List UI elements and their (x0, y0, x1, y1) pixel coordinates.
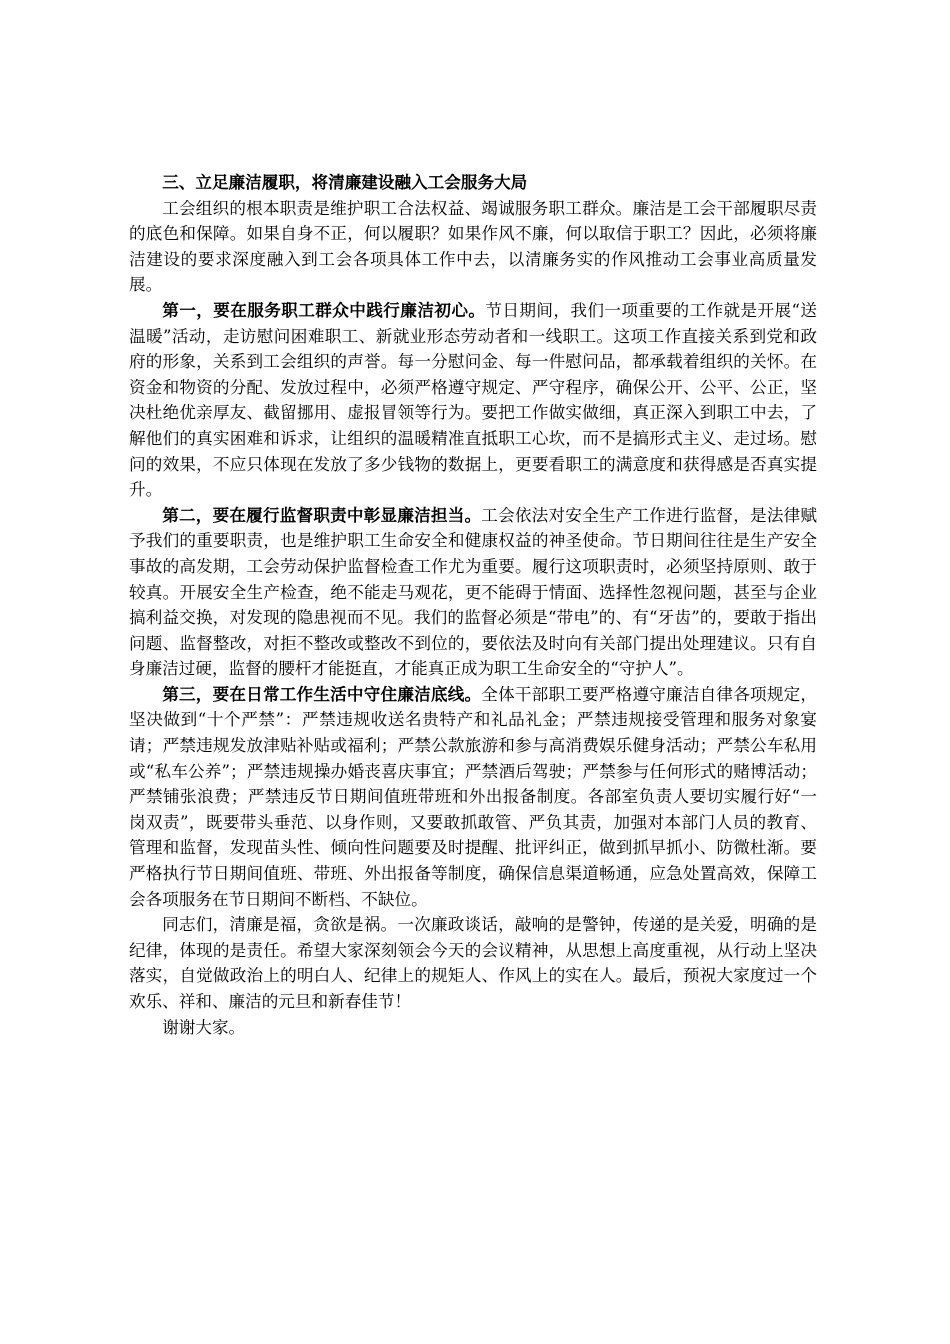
paragraph-text: 同志们，清廉是福，贪欲是祸。一次廉政谈话，敲响的是警钟，传递的是关爱，明确的是纪律，体现的是责任。希望大家深刻领会今天的会议精神，从思想上高度重视，从行动上坚决落实，自觉做政治上的明白人、纪律上的规矩人、作风上的实在人。最后，预祝大家度过一个欢乐、祥和、廉洁的元旦和新春佳节！ (129, 915, 817, 1011)
paragraph-text: 全体干部职工要严格遵守廉洁自律各项规定，坚决做到“十个严禁”：严禁违规收送名贵特产和礼品礼金；严禁违规接受管理和服务对象宴请；严禁违规发放津贴补贴或福利；严禁公款旅游和参与高消费娱乐健身活动；严禁公车私用或“私车公养”；严禁违规操办婚丧喜庆事宜；严禁酒后驾驶；严禁参与任何形式的赌博活动；严禁铺张浪费；严禁违反节日期间值班带班和外出报备制度。各部室负责人要切实履行好“一岗双责”，既要带头垂范、以身作则，又要敢抓敢管、严负其责，加强对本部门人员的教育、管理和监督，发现苗头性、倾向性问题要及时提醒、批评纠正，做到抓早抓小、防微杜渐。要严格执行节日期间值班、带班、外出报备等制度，确保信息渠道畅通，应急处置高效，保障工会各项服务在节日期间不断档、不缺位。 (129, 684, 817, 909)
section-heading: 三、立足廉洁履职，将清廉建设融入工会服务大局 (162, 172, 528, 192)
paragraph-text: 节日期间，我们一项重要的工作就是开展“送温暖”活动，走访慰问困难职工、新就业形态劳动者和一线职工。这项工作直接关系到党和政府的形象，关系到工会组织的声誉。每一分慰问金、每一件慰问品，都承载着组织的关怀。在资金和物资的分配、发放过程中，必须严格遵守规定、严守程序，确保公开、公平、公正，坚决杜绝优亲厚友、截留挪用、虚报冒领等行为。要把工作做实做细，真正深入到职工中去，了解他们的真实困难和诉求，让组织的温暖精准直抵职工心坎，而不是搞形式主义、走过场。慰问的效果，不应只体现在发放了多少钱物的数据上，更要看职工的满意度和获得感是否真实提升。 (129, 300, 818, 500)
paragraph-intro (129, 196, 817, 298)
paragraph-text: 工会依法对安全生产工作进行监督，是法律赋予我们的重要职责，也是维护职工生命安全和健康权益的神圣使命。节日期间往往是生产安全事故的高发期，工会劳动保护监督检查工作尤为重要。履行这项职责时，必须坚持原则、敢于较真。开展安全生产检查，绝不能走马观花，更不能碍于情面、选择性忽视问题，甚至与企业搞利益交换，对发现的隐患视而不见。我们的监督必须是“带电”的、有“牙齿”的，要敢于指出问题、监督整改，对拒不整改或整改不到位的，要依法及时向有关部门提出处理建议。只有自身廉洁过硬，监督的腰杆才能挺直，才能真正成为职工生命安全的“守护人”。 (129, 505, 817, 679)
paragraph-thanks (129, 1015, 817, 1041)
document-body (129, 170, 817, 1040)
paragraph-closing (129, 912, 817, 1014)
paragraph-point-two (129, 503, 817, 682)
paragraph-lead: 第一，要在服务职工群众中践行廉洁初心。 (162, 299, 486, 320)
paragraph-lead: 第三，要在日常工作生活中守住廉洁底线。 (162, 683, 482, 704)
paragraph-point-one (129, 298, 817, 503)
paragraph-text: 谢谢大家。 (162, 1017, 246, 1037)
paragraph-lead: 第二，要在履行监督职责中彰显廉洁担当。 (162, 504, 482, 525)
paragraph-point-three (129, 682, 817, 912)
paragraph-text: 工会组织的根本职责是维护职工合法权益、竭诚服务职工群众。廉洁是工会干部履职尽责的底色和保障。如果自身不正，何以履职？如果作风不廉，何以取信于职工？因此，必须将廉洁建设的要求深度融入到工会各项具体工作中去，以清廉务实的作风推动工会事业高质量发展。 (129, 198, 817, 295)
